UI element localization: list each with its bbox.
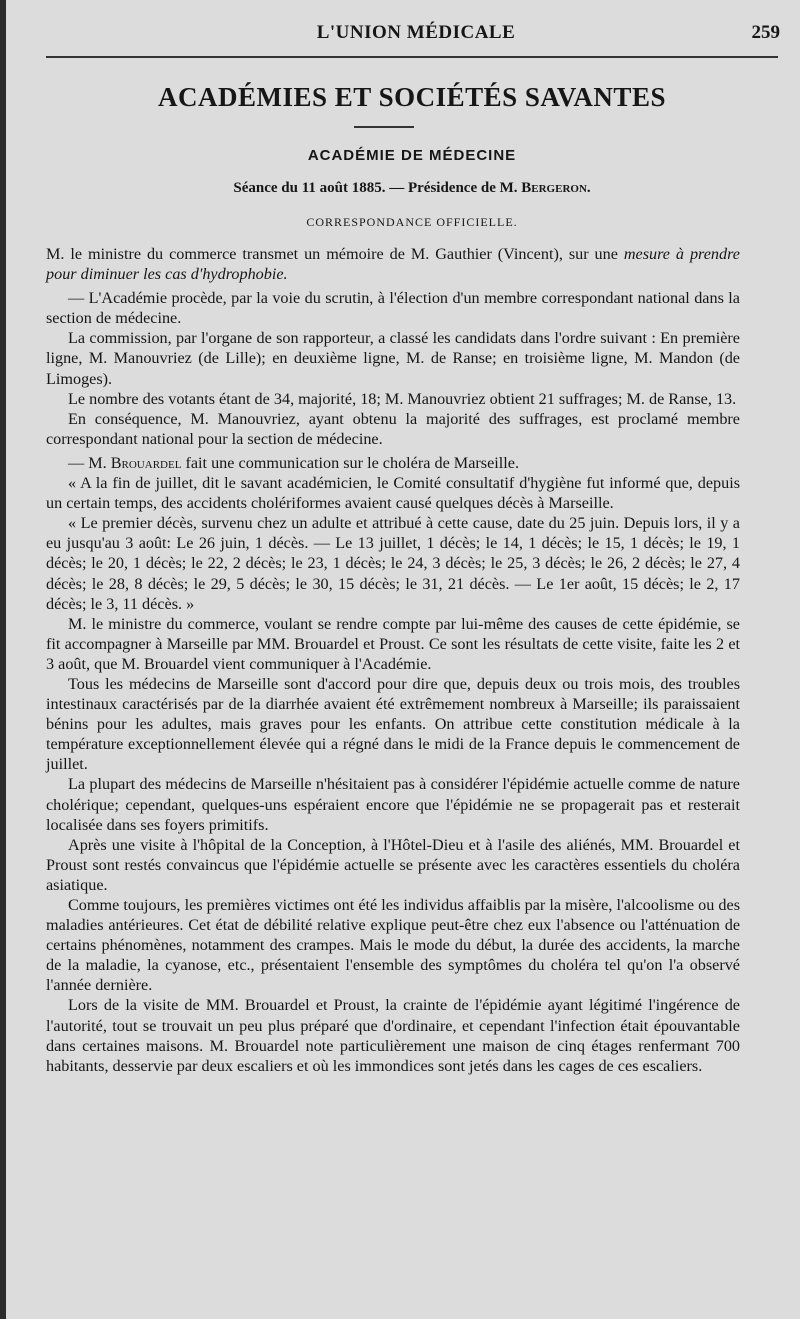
paragraph-7: « A la fin de juillet, dit le savant académicien, le Comité consultatif d'hygiène fut informé que, depuis un certain temps, des accidents cholériformes avaient causé quelques décès à Marseille.: [46, 474, 740, 513]
p6-name: Brouardel: [110, 453, 182, 472]
running-head: [52, 22, 780, 52]
p6-prefix: — M.: [68, 453, 111, 472]
section-title: ACADÉMIE DE MÉDECINE: [307, 147, 517, 164]
p6-rest: fait une communication sur le choléra de Marseille.: [181, 453, 519, 472]
header-rule: [46, 56, 778, 58]
session-prefix: Séance du 11 août 1885. — Présidence de M.: [233, 180, 522, 196]
paragraph-14: Lors de la visite de MM. Brouardel et Proust, la crainte de l'épidémie ayant légitimé l'ingérence de l'autorité, tout se trouvait un peu plus préparé que d'ordinaire, et cependant l'infection était épouvantable dans certaines maisons. M. Brouardel note particulièrement une maison de cinq étages renfermant 700 habitants, desservie par deux escaliers et où les immondices sont jetés dans les cages de ces escaliers.: [46, 996, 740, 1075]
paragraph-10: Tous les médecins de Marseille sont d'accord pour dire que, depuis deux ou trois mois, des troubles intestinaux caractérisés par de la diarrhée avaient été extrêmement nombreux à Marseille; ils paraissaient bénins pour les adultes, mais graves pour les enfants. On attribue cette constitution médicale à la température exceptionnellement élevée qui a régné dans le midi de la France depuis le commencement de juillet.: [46, 674, 740, 774]
title-rule: [354, 126, 414, 128]
paragraph-5: En conséquence, M. Manouvriez, ayant obtenu la majorité des suffrages, est proclamé membre correspondant national pour la section de médecine.: [46, 409, 740, 448]
session-line: [46, 180, 778, 197]
paragraph-13: Comme toujours, les premières victimes ont été les individus affaiblis par la misère, l'alcoolisme ou des maladies antérieures. Cet état de débilité relative explique peut-être chez eux l'absence ou l'atténuation de certains phénomènes, notamment des crampes. Mais le mode du début, la durée des accidents, la marche de la maladie, la cyanose, etc., présentaient l'ensemble des symptômes du choléra tel qu'on l'a observé l'année dernière.: [46, 896, 740, 995]
article-body: [46, 244, 740, 1076]
paragraph-11: La plupart des médecins de Marseille n'hésitaient pas à considérer l'épidémie actuelle comme de nature cholérique; cependant, quelques-uns espéraient encore que l'épidémie ne se propagerait pas et resterait localisée dans ses foyers primitifs.: [46, 775, 740, 834]
running-title: L'UNION MÉDICALE: [316, 22, 516, 43]
p1-text: M. le ministre du commerce transmet un mémoire de M. Gauthier (Vincent), sur une: [46, 245, 624, 263]
paragraph-6: [46, 453, 740, 473]
paragraph-4: Le nombre des votants étant de 34, majorité, 18; M. Manouvriez obtient 21 suffrages; M. de Ranse, 13.: [68, 389, 737, 408]
p1-italic: mesure à prendre pour diminuer les cas d'hydrophobie.: [46, 245, 740, 284]
paragraph-2: — L'Académie procède, par la voie du scrutin, à l'élection d'un membre correspondant national dans la section de médecine.: [46, 289, 740, 328]
page-number: 259: [751, 22, 780, 43]
page: [6, 0, 800, 1319]
subsection-title: CORRESPONDANCE OFFICIELLE.: [306, 215, 518, 229]
paragraph-9: M. le ministre du commerce, voulant se rendre compte par lui-même des causes de cette épidémie, se fit accompagner à Marseille par MM. Brouardel et Proust. Ce sont les résultats de cette visite, faite les 2 et 3 août, que M. Brouardel vient communiquer à l'Académie.: [46, 614, 740, 673]
paragraph-12: Après une visite à l'hôpital de la Conception, à l'Hôtel-Dieu et à l'asile des aliénés, MM. Brouardel et Proust sont restés convaincus que l'épidémie actuelle se présente avec les caractères essentiels du choléra asiatique.: [46, 835, 740, 894]
session-suffix: .: [586, 180, 591, 196]
main-title: ACADÉMIES ET SOCIÉTÉS SAVANTES: [158, 82, 666, 112]
paragraph-1: [46, 244, 740, 284]
paragraph-8: « Le premier décès, survenu chez un adulte et attribué à cette cause, date du 25 juin. Depuis lors, il y a eu jusqu'au 3 août: Le 26 juin, 1 décès. — Le 13 juillet, 1 décès; le 14, 1 décès; le 15, 1 décès; le 19, 1 décès; le 20, 1 décès; le 22, 2 décès; le 23, 1 décès; le 24, 3 décès; le 25, 3 décès; le 26, 2 décès; le 27, 4 décès; le 28, 8 décès; le 29, 5 décès; le 30, 15 décès; le 31, 21 décès. — Le 1er août, 15 décès; le 2, 17 décès; le 3, 11 décès. »: [46, 514, 740, 613]
session-president: Bergeron: [521, 180, 587, 196]
paragraph-3: La commission, par l'organe de son rapporteur, a classé les candidats dans l'ordre suivant : En première ligne, M. Manouvriez (de Lille); en deuxième ligne, M. de Ranse; en troisième ligne, M. Mandon (de Limoges).: [46, 329, 740, 388]
